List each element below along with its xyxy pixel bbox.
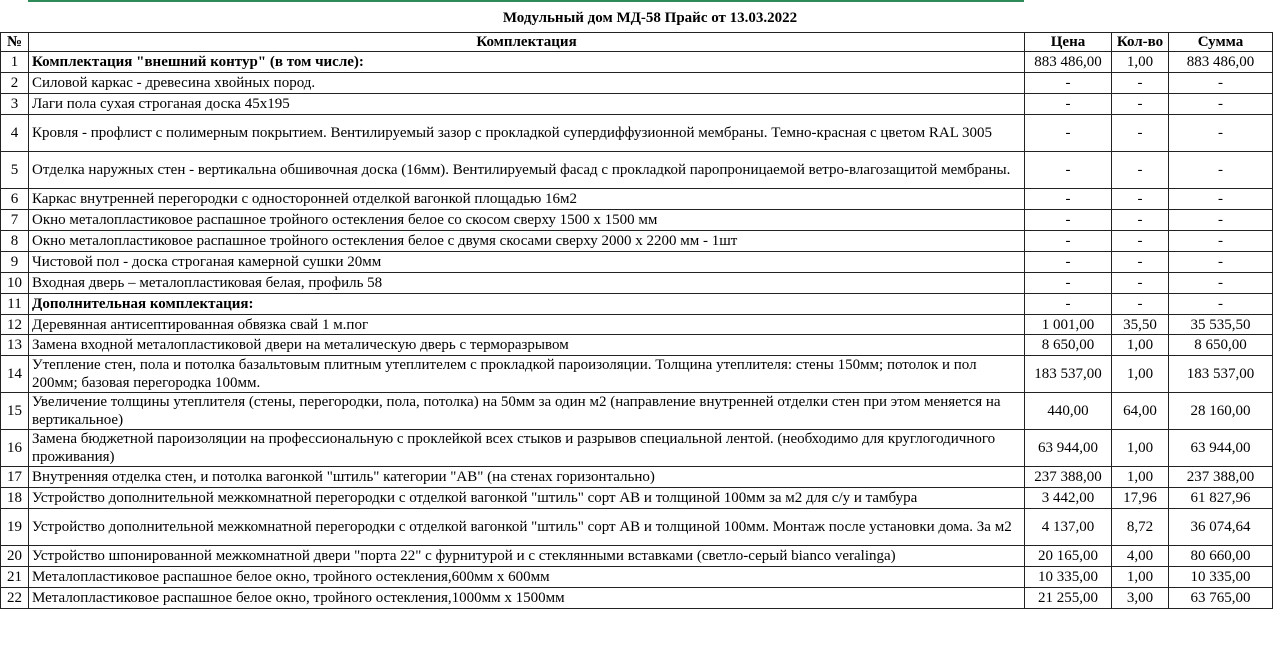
row-sum: 80 660,00 (1169, 546, 1273, 567)
row-price: 10 335,00 (1025, 567, 1112, 588)
row-quantity: - (1112, 189, 1169, 210)
row-price: 237 388,00 (1025, 467, 1112, 488)
table-row (1, 546, 1273, 567)
row-description: Металопластиковое распашное белое окно, тройного остекления,1000мм х 1500мм (29, 588, 1025, 609)
row-description: Окно металопластиковое распашное тройного остекления белое с двумя скосами сверху 2000 х 2200 мм - 1шт (29, 231, 1025, 252)
row-number: 21 (1, 567, 29, 588)
header-description: Комплектация (29, 33, 1025, 52)
row-sum: - (1169, 294, 1273, 315)
table-row (1, 335, 1273, 356)
header-price: Цена (1025, 33, 1112, 52)
row-price: - (1025, 94, 1112, 115)
table-row (1, 467, 1273, 488)
row-description: Лаги пола сухая строганая доска 45х195 (29, 94, 1025, 115)
row-price: - (1025, 152, 1112, 189)
table-row (1, 52, 1273, 73)
row-sum: - (1169, 273, 1273, 294)
row-quantity: - (1112, 73, 1169, 94)
table-row (1, 210, 1273, 231)
row-sum: 10 335,00 (1169, 567, 1273, 588)
row-number: 3 (1, 94, 29, 115)
row-price: 183 537,00 (1025, 356, 1112, 393)
row-description: Отделка наружных стен - вертикальна обшивочная доска (16мм). Вентилируемый фасад с прокладкой паропроницаемой ветро-влагозащитой мембраны. (29, 152, 1025, 189)
row-price: - (1025, 294, 1112, 315)
row-price: 8 650,00 (1025, 335, 1112, 356)
row-sum: 35 535,50 (1169, 315, 1273, 335)
row-quantity: 4,00 (1112, 546, 1169, 567)
row-number: 22 (1, 588, 29, 609)
row-description: Силовой каркас - древесина хвойных пород. (29, 73, 1025, 94)
row-price: 20 165,00 (1025, 546, 1112, 567)
row-sum: - (1169, 94, 1273, 115)
row-number: 17 (1, 467, 29, 488)
row-sum: 8 650,00 (1169, 335, 1273, 356)
row-quantity: 1,00 (1112, 567, 1169, 588)
row-description: Входная дверь – металопластиковая белая, профиль 58 (29, 273, 1025, 294)
row-quantity: 35,50 (1112, 315, 1169, 335)
row-quantity: - (1112, 210, 1169, 231)
table-row (1, 152, 1273, 189)
table-row (1, 189, 1273, 210)
row-description: Кровля - профлист с полимерным покрытием. Вентилируемый зазор с прокладкой супердиффузионной мембраны. Темно-красная с цветом RAL 3005 (29, 115, 1025, 152)
row-price: 440,00 (1025, 393, 1112, 430)
table-row (1, 393, 1273, 430)
row-sum: - (1169, 210, 1273, 231)
row-number: 9 (1, 252, 29, 273)
row-price: 3 442,00 (1025, 488, 1112, 509)
table-row (1, 430, 1273, 467)
row-description: Устройство дополнительной межкомнатной перегородки с отделкой вагонкой "штиль" сорт АВ и толщиной 100мм за м2 для с/у и тамбура (29, 488, 1025, 509)
table-body (1, 52, 1273, 609)
row-description: Утепление стен, пола и потолка базальтовым плитным утеплителем с прокладкой пароизоляции. Толщина утеплителя: стены 150мм; потолок и пол 200мм; базовая перегородка 100мм. (29, 356, 1025, 393)
row-sum: - (1169, 252, 1273, 273)
row-description: Увеличение толщины утеплителя (стены, перегородки, пола, потолка) на 50мм за один м2 (направление внутренней отделки стен при этом меняется на вертикальное) (29, 393, 1025, 430)
row-sum: - (1169, 115, 1273, 152)
table-row (1, 567, 1273, 588)
price-table (0, 32, 1273, 609)
table-row (1, 252, 1273, 273)
row-quantity: - (1112, 294, 1169, 315)
row-quantity: 1,00 (1112, 356, 1169, 393)
row-price: 21 255,00 (1025, 588, 1112, 609)
row-quantity: 1,00 (1112, 467, 1169, 488)
row-description: Окно металопластиковое распашное тройного остекления белое со скосом сверху 1500 х 1500 мм (29, 210, 1025, 231)
row-price: - (1025, 231, 1112, 252)
row-number: 7 (1, 210, 29, 231)
row-sum: - (1169, 73, 1273, 94)
row-description: Металопластиковое распашное белое окно, тройного остекления,600мм х 600мм (29, 567, 1025, 588)
table-row (1, 73, 1273, 94)
row-sum: 63 944,00 (1169, 430, 1273, 467)
row-description: Устройство дополнительной межкомнатной перегородки с отделкой вагонкой "штиль" сорт АВ и толщиной 100мм. Монтаж после установки дома. За м2 (29, 509, 1025, 546)
table-row (1, 356, 1273, 393)
row-price: - (1025, 210, 1112, 231)
row-number: 6 (1, 189, 29, 210)
row-number: 16 (1, 430, 29, 467)
row-sum: 63 765,00 (1169, 588, 1273, 609)
row-quantity: 17,96 (1112, 488, 1169, 509)
row-quantity: - (1112, 94, 1169, 115)
row-quantity: - (1112, 252, 1169, 273)
row-quantity: 64,00 (1112, 393, 1169, 430)
row-price: 4 137,00 (1025, 509, 1112, 546)
row-price: 63 944,00 (1025, 430, 1112, 467)
table-row (1, 488, 1273, 509)
row-quantity: 8,72 (1112, 509, 1169, 546)
table-row (1, 315, 1273, 335)
row-price: 1 001,00 (1025, 315, 1112, 335)
table-row (1, 231, 1273, 252)
row-number: 5 (1, 152, 29, 189)
table-row (1, 94, 1273, 115)
row-number: 12 (1, 315, 29, 335)
row-number: 4 (1, 115, 29, 152)
row-price: 883 486,00 (1025, 52, 1112, 73)
table-row (1, 509, 1273, 546)
row-description: Устройство шпонированной межкомнатной двери "порта 22" с фурнитурой и с стеклянными вставками (светло-серый bianco veralinga) (29, 546, 1025, 567)
row-description: Внутренняя отделка стен, и потолка вагонкой "штиль" категории "АВ" (на стенах горизонтально) (29, 467, 1025, 488)
row-number: 14 (1, 356, 29, 393)
row-sum: 237 388,00 (1169, 467, 1273, 488)
row-number: 19 (1, 509, 29, 546)
row-sum: - (1169, 152, 1273, 189)
header-quantity: Кол-во (1112, 33, 1169, 52)
row-quantity: - (1112, 273, 1169, 294)
row-number: 20 (1, 546, 29, 567)
table-row (1, 115, 1273, 152)
row-sum: 28 160,00 (1169, 393, 1273, 430)
row-description: Деревянная антисептированная обвязка свай 1 м.пог (29, 315, 1025, 335)
row-price: - (1025, 252, 1112, 273)
row-sum: 883 486,00 (1169, 52, 1273, 73)
table-row (1, 294, 1273, 315)
header-sum: Сумма (1169, 33, 1273, 52)
row-number: 2 (1, 73, 29, 94)
sheet-top-accent (28, 0, 1024, 2)
row-description: Каркас внутренней перегородки с односторонней отделкой вагонкой площадью 16м2 (29, 189, 1025, 210)
row-quantity: 1,00 (1112, 335, 1169, 356)
row-number: 13 (1, 335, 29, 356)
table-row (1, 588, 1273, 609)
row-sum: - (1169, 189, 1273, 210)
table-header-row (1, 33, 1273, 52)
row-quantity: - (1112, 231, 1169, 252)
header-num: № (1, 33, 29, 52)
row-price: - (1025, 73, 1112, 94)
row-quantity: 1,00 (1112, 52, 1169, 73)
row-description: Дополнительная комплектация: (29, 294, 1025, 315)
row-price: - (1025, 115, 1112, 152)
row-description: Замена бюджетной пароизоляции на профессиональную с проклейкой всех стыков и разрывов специальной лентой. (необходимо для круглогодичного проживания) (29, 430, 1025, 467)
document-title: Модульный дом МД-58 Прайс от 13.03.2022 (502, 10, 798, 26)
row-quantity: - (1112, 115, 1169, 152)
row-sum: 183 537,00 (1169, 356, 1273, 393)
row-number: 11 (1, 294, 29, 315)
row-number: 10 (1, 273, 29, 294)
row-number: 18 (1, 488, 29, 509)
row-number: 15 (1, 393, 29, 430)
row-description: Комплектация "внешний контур" (в том числе): (29, 52, 1025, 73)
row-quantity: - (1112, 152, 1169, 189)
row-sum: - (1169, 231, 1273, 252)
row-quantity: 1,00 (1112, 430, 1169, 467)
row-description: Замена входной металопластиковой двери на металическую дверь с терморазрывом (29, 335, 1025, 356)
row-quantity: 3,00 (1112, 588, 1169, 609)
row-sum: 61 827,96 (1169, 488, 1273, 509)
row-sum: 36 074,64 (1169, 509, 1273, 546)
row-price: - (1025, 273, 1112, 294)
table-row (1, 273, 1273, 294)
row-description: Чистовой пол - доска строганая камерной сушки 20мм (29, 252, 1025, 273)
row-price: - (1025, 189, 1112, 210)
row-number: 8 (1, 231, 29, 252)
row-number: 1 (1, 52, 29, 73)
